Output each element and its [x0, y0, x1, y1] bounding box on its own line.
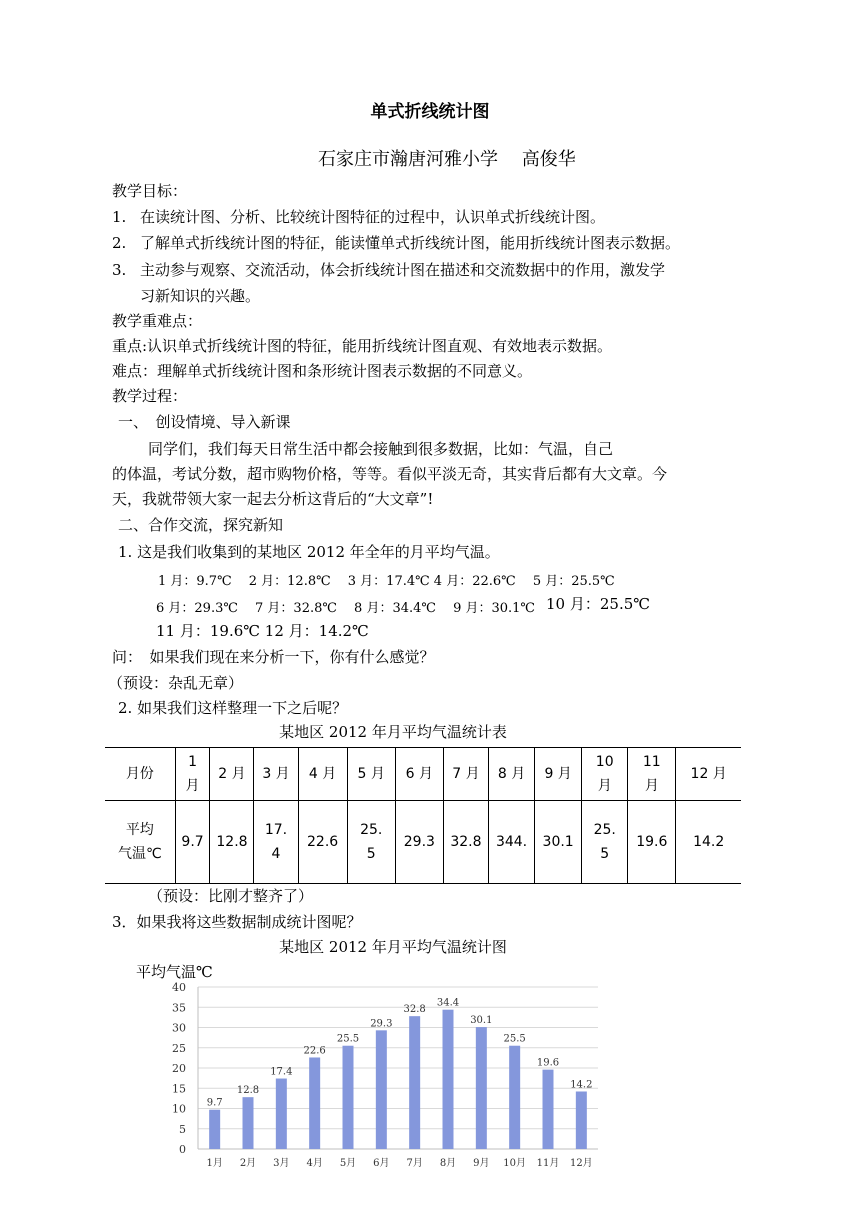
temps-line-2-end: 10 月：25.5℃ — [546, 595, 651, 613]
table-header-cell: 月份 — [105, 748, 175, 801]
x-tick-label: 12月 — [569, 1158, 593, 1169]
item-1: 1. 这是我们收集到的某地区 2012 年全年的月平均气温。 — [118, 543, 500, 561]
hard-point: 难点：理解单式折线统计图和条形统计图表示数据的不同意义。 — [112, 362, 533, 380]
author-line: 石家庄市瀚唐河雅小学 高俊华 — [318, 149, 576, 170]
paragraph-line-1: 同学们，我们每天日常生活中都会接触到很多数据，比如：气温，自己 — [148, 440, 614, 458]
temps-line-1: 1 月：9.7℃ 2 月：12.8℃ 3 月：17.4℃ 4 月：22.6℃ 5 月：25.5℃ — [158, 574, 615, 589]
table-header-cell: 4 月 — [298, 748, 347, 801]
y-tick-label: 40 — [172, 981, 186, 994]
table-header-cell: 12 月 — [676, 748, 741, 801]
table-cell: 344. — [488, 801, 534, 884]
table-title: 某地区 2012 年月平均气温统计表 — [279, 723, 507, 741]
table-header-cell: 3 月 — [254, 748, 298, 801]
table-header-cell: 7 月 — [443, 748, 488, 801]
x-tick-label: 1月 — [206, 1158, 223, 1169]
process-heading: 教学过程： — [112, 387, 188, 405]
goal-3-num: 3. — [112, 261, 127, 279]
data-label: 32.8 — [403, 1004, 426, 1016]
key-point: 重点:认识单式折线统计图的特征，能用折线统计图直观、有效地表示数据。 — [112, 337, 613, 355]
table-cell: 22.6 — [298, 801, 347, 884]
table-cell: 9.7 — [175, 801, 210, 884]
item-3: 3．如果我将这些数据制成统计图呢？ — [112, 913, 362, 931]
section-1-heading: 一、 创设情境、导入新课 — [118, 413, 291, 431]
x-tick-label: 10月 — [503, 1158, 527, 1169]
y-tick-label: 35 — [172, 1001, 186, 1015]
chart-title: 某地区 2012 年月平均气温统计图 — [279, 938, 507, 956]
chart-y-axis-title: 平均气温℃ — [136, 963, 213, 981]
goal-3-text-cont: 习新知识的兴趣。 — [140, 287, 261, 305]
bar — [276, 1079, 287, 1149]
bar — [476, 1027, 487, 1149]
y-tick-label: 10 — [172, 1102, 186, 1116]
x-tick-label: 3月 — [273, 1158, 290, 1169]
table-header-cell-text: 11 月 — [642, 754, 661, 794]
goal-2-text: 了解单式折线统计图的特征，能读懂单式折线统计图，能用折线统计图表示数据。 — [140, 234, 681, 252]
data-label: 9.7 — [206, 1097, 223, 1109]
x-tick-label: 2月 — [239, 1158, 257, 1169]
bar — [343, 1046, 354, 1149]
section-2-heading: 二、合作交流，探究新知 — [118, 516, 284, 534]
table-header-cell: 5 月 — [347, 748, 395, 801]
table-cell: 14.2 — [676, 801, 741, 884]
bar — [576, 1091, 587, 1149]
data-label: 29.3 — [370, 1018, 393, 1030]
data-label: 34.4 — [436, 997, 460, 1009]
data-label: 14.2 — [570, 1079, 593, 1091]
table-cell-text: 25. 5 — [360, 822, 383, 862]
y-tick-label: 25 — [172, 1041, 186, 1055]
bar — [309, 1057, 320, 1149]
bar — [443, 1010, 454, 1149]
bar — [509, 1046, 520, 1149]
table-cell: 29.3 — [395, 801, 443, 884]
table-header-cell-text: 1 月 — [185, 754, 200, 794]
data-label: 17.4 — [270, 1066, 293, 1078]
x-tick-label: 4月 — [306, 1158, 323, 1169]
data-label: 30.1 — [470, 1015, 493, 1027]
bar — [376, 1030, 387, 1149]
data-label: 22.6 — [303, 1045, 326, 1057]
goal-1-num: 1. — [112, 208, 127, 226]
table-cell: 32.8 — [443, 801, 488, 884]
data-label: 25.5 — [503, 1033, 526, 1045]
bar — [209, 1110, 220, 1149]
goal-2-num: 2. — [112, 234, 127, 252]
paragraph-line-3: 天，我就带领大家一起去分析这背后的“大文章”! — [112, 490, 434, 508]
data-label: 25.5 — [336, 1033, 360, 1045]
table-cell: 19.6 — [628, 801, 676, 884]
key-heading: 教学重难点： — [112, 312, 203, 330]
y-tick-label: 5 — [179, 1122, 186, 1136]
preset-2: （预设：比刚才整齐了） — [148, 887, 314, 905]
bar — [243, 1097, 254, 1149]
temps-line-2: 6 月：29.3℃ 7 月：32.8℃ 8 月：34.4℃ 9 月：30.1℃ — [156, 601, 535, 616]
y-tick-label: 30 — [172, 1021, 186, 1035]
table-cell-text: 25. 5 — [593, 822, 616, 862]
table-cell-text: 平均 气温℃ — [117, 822, 162, 862]
x-tick-label: 6月 — [373, 1158, 390, 1169]
data-label: 19.6 — [536, 1057, 560, 1069]
bar — [409, 1016, 420, 1149]
table-header-cell: 6 月 — [395, 748, 443, 801]
table-cell: 12.8 — [210, 801, 254, 884]
preset-1: （预设：杂乱无章） — [108, 674, 244, 692]
x-tick-label: 7月 — [406, 1158, 423, 1169]
temps-line-3: 11 月：19.6℃ 12 月：14.2℃ — [156, 622, 369, 640]
question: 问： 如果我们现在来分析一下，你有什么感觉？ — [112, 648, 435, 666]
goals-heading: 教学目标： — [112, 182, 188, 200]
bar — [543, 1070, 554, 1149]
data-label: 12.8 — [236, 1085, 260, 1097]
x-tick-label: 8月 — [439, 1158, 457, 1169]
x-tick-label: 5月 — [339, 1158, 357, 1169]
y-tick-label: 20 — [172, 1062, 186, 1075]
table-header-cell: 8 月 — [488, 748, 534, 801]
document-title: 单式折线统计图 — [370, 102, 490, 122]
y-tick-label: 0 — [179, 1143, 186, 1156]
goal-1-text: 在读统计图、分析、比较统计图特征的过程中，认识单式折线统计图。 — [140, 208, 606, 226]
y-tick-label: 15 — [172, 1082, 186, 1096]
x-tick-label: 11月 — [536, 1158, 560, 1169]
goal-3-text: 主动参与观察、交流活动，体会折线统计图在描述和交流数据中的作用，激发学 — [140, 261, 666, 279]
item-2: 2. 如果我们这样整理一下之后呢？ — [118, 699, 348, 717]
paragraph-line-2: 的体温，考试分数，超市购物价格，等等。看似平淡无奇，其实背后都有大文章。今 — [112, 465, 668, 483]
x-tick-label: 9月 — [473, 1158, 490, 1169]
table-header-cell: 9 月 — [535, 748, 582, 801]
table-header-cell: 2 月 — [210, 748, 254, 801]
table-header-cell-text: 10 月 — [595, 754, 614, 794]
table-cell: 30.1 — [535, 801, 582, 884]
table-cell-text: 17. 4 — [264, 822, 288, 862]
